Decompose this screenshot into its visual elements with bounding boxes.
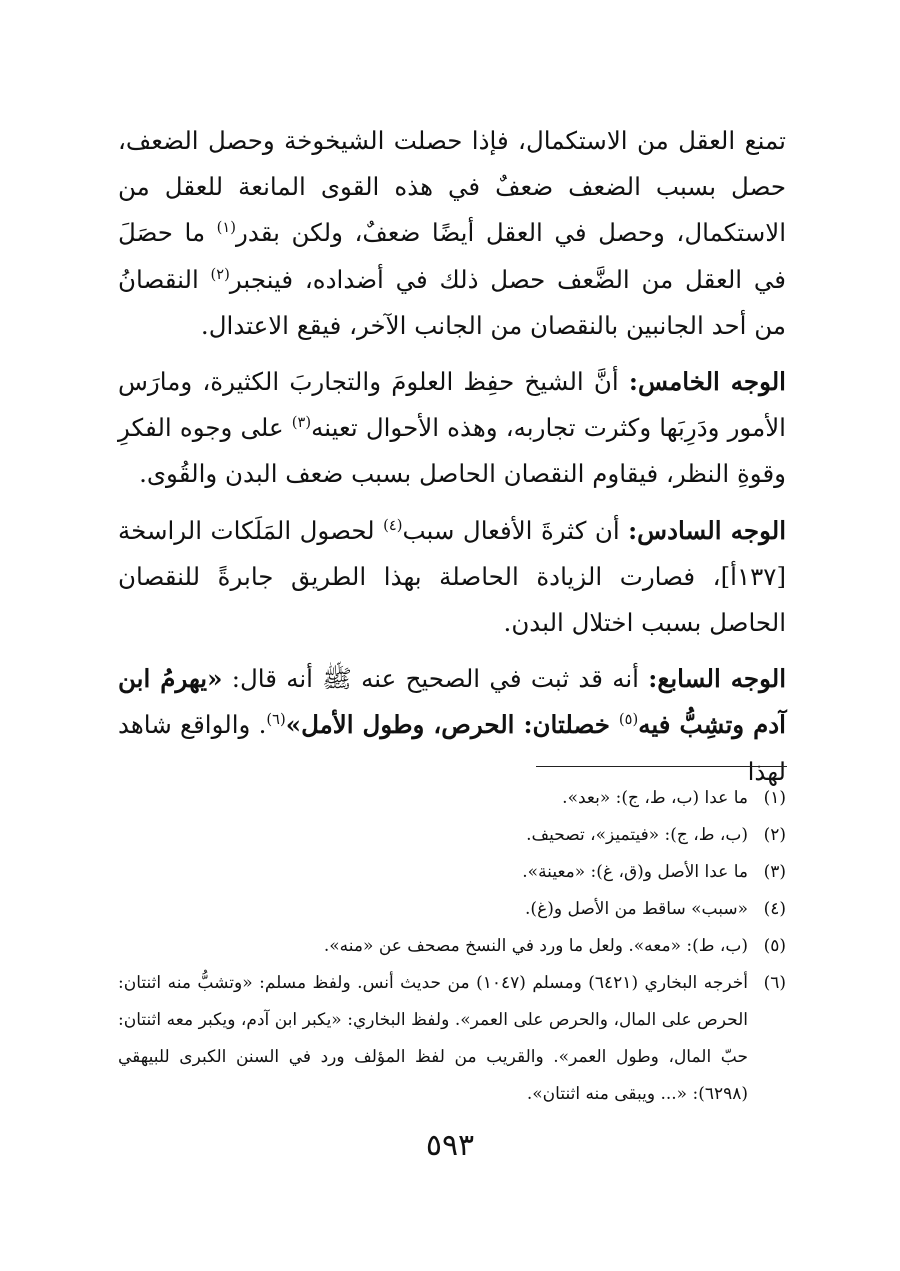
footnotes bbox=[118, 780, 786, 1113]
paragraph-2: الوجه الخامس: أنَّ الشيخ حفِظ العلومَ والتجاربَ الكثيرة، ومارَس الأمور ودَرِبَها وكثرت تجاربه، وهذه الأحوال تعينه$^{(٣)}$ على وجوه الفكرِ وقوةِ النظر، فيقاوم النقصان الحاصل بسبب ضعف البدن والقُوى. bbox=[118, 367, 786, 489]
footnote-ref-6: (٦) bbox=[266, 711, 286, 729]
footnote-ref-1: (١) bbox=[216, 219, 236, 237]
footnote-text: «سبب» ساقط من الأصل و(غ). bbox=[525, 899, 748, 919]
paragraph-4: الوجه السابع: أنه قد ثبت في الصحيح عنه ﷺ أنه قال: «يهرمُ ابن آدم وتشِبُّ فيه$^{(٥)}$ خصلتان: الحرص، وطول الأمل»$^{(٦)}$. والواقع شاهد لهذا bbox=[118, 664, 787, 786]
hadith-quote-end: خصلتان: الحرص، وطول الأمل» bbox=[285, 710, 619, 740]
footnote-number: (٤) bbox=[763, 899, 786, 919]
paragraph-1: تمنع العقل من الاستكمال، فإذا حصلت الشيخوخة وحصل الضعف، حصل بسبب الضعف ضعفٌ في هذه القوى المانعة للعقل من الاستكمال، وحصل في العقل أيضًا ضعفٌ، ولكن بقدر$^{(١)}$ ما حصَلَ في العقل من الضَّعف حصل ذلك في أضداده، فينجبر$^{(٢)}$ النقصانُ من أحد الجانبين بالنقصان من الجانب الآخر، فيقع الاعتدال. bbox=[118, 126, 786, 340]
footnote-number: (٣) bbox=[763, 862, 786, 882]
footnote-text: ما عدا (ب، ط، ج): «بعد». bbox=[562, 788, 748, 808]
section-heading-sixth: الوجه السادس: bbox=[628, 515, 787, 545]
footnote-number: (٢) bbox=[763, 825, 786, 845]
footnote-5 bbox=[118, 928, 786, 965]
footnote-1 bbox=[118, 780, 786, 817]
paragraph-3: الوجه السادس: أن كثرةَ الأفعال سبب$^{(٤)}$ لحصول المَلَكات الراسخة [١٣٧أ]، فصارت الزيادة الحاصلة بهذا الطريق جابرةً للنقصان الحاصل بسبب اختلال البدن. bbox=[118, 515, 787, 638]
footnote-2 bbox=[118, 817, 786, 854]
footnote-number: (١) bbox=[763, 788, 786, 808]
footnote-ref-2: (٢) bbox=[210, 265, 230, 283]
footnote-text: (ب، ط، ج): «فيتميز»، تصحيف. bbox=[526, 825, 748, 845]
main-text bbox=[118, 118, 786, 795]
footnote-text: (ب، ط): «معه». ولعل ما ورد في النسخ مصحف عن «منه». bbox=[323, 936, 748, 956]
section-heading-fifth: الوجه الخامس: bbox=[628, 367, 786, 397]
footnote-divider bbox=[536, 766, 787, 767]
page-number: ٥٩٣ bbox=[425, 1128, 475, 1163]
footnote-ref-3: (٣) bbox=[291, 414, 312, 432]
section-heading-seventh: الوجه السابع: bbox=[648, 664, 787, 694]
footnote-3 bbox=[118, 854, 786, 891]
footnote-number: (٥) bbox=[763, 936, 786, 956]
hadith-quote-start: «يهرمُ ابن آدم وتشِبُّ فيه bbox=[118, 664, 786, 740]
footnote-6 bbox=[118, 965, 786, 1113]
footnote-ref-5: (٥) bbox=[618, 711, 639, 729]
footnote-4 bbox=[118, 891, 786, 928]
footnote-text: ما عدا الأصل و(ق، غ): «معينة». bbox=[522, 862, 748, 882]
footnote-text: أخرجه البخاري (٦٤٢١) ومسلم (١٠٤٧) من حديث أنس. ولفظ مسلم: «وتشبُّ منه اثنتان: الحرص على المال، والحرص على العمر». ولفظ البخاري: «يكبر ابن آدم، ويكبر معه اثنتان: حبّ المال، وطول العمر». والقريب من لفظ المؤلف ورد في السنن الكبرى للبيهقي (٦٢٩٨): «... ويبقى منه اثنتان». bbox=[118, 973, 748, 1104]
footnote-ref-4: (٤) bbox=[383, 516, 403, 534]
footnote-number: (٦) bbox=[763, 973, 786, 993]
